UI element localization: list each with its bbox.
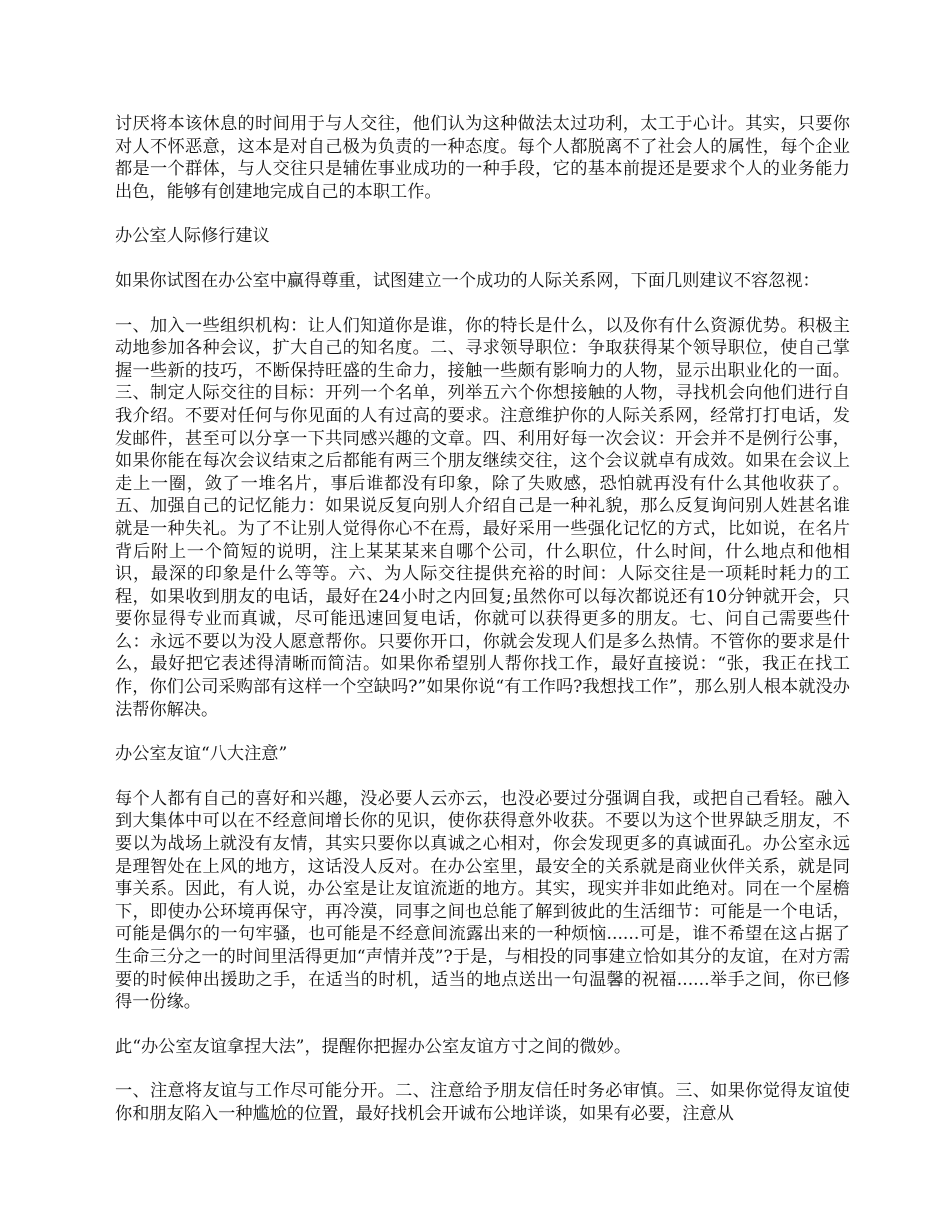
section-heading: 办公室友谊“八大注意” xyxy=(115,744,288,765)
document-page xyxy=(115,113,850,1148)
body-paragraph: 一、注意将友谊与工作尽可能分开。二、注意给予朋友信任时务必审慎。三、如果你觉得友谊使你和朋友陷入一种尴尬的位置，最好找机会开诚布公地详谈，如果有必要，注意从 xyxy=(115,1081,850,1124)
body-paragraph: 此“办公室友谊拿捏大法”，提醒你把握办公室友谊方寸之间的微妙。 xyxy=(115,1036,632,1057)
body-paragraph: 一、加入一些组织机构：让人们知道你是谁，你的特长是什么，以及你有什么资源优势。积极主动地参加各种会议，扩大自己的知名度。二、寻求领导职位：争取获得某个领导职位，使自己掌握一些新的技巧，不断保持旺盛的生命力，接触一些颇有影响力的人物，显示出职业化的一面。三、制定人际交往的目标：开列一个名单，列举五六个你想接触的人物，寻找机会向他们进行自我介绍。不要对任何与你见面的人有过高的要求。注意维护你的人际关系网，经常打打电话，发发邮件，甚至可以分享一下共同感兴趣的文章。四、利用好每一次会议：开会并不是例行公事，如果你能在每次会议结束之后都能有两三个朋友继续交往，这个会议就卓有成效。如果在会议上走上一圈，敛了一堆名片，事后谁都没有印象，除了失败感，恐怕就再没有什么其他收获了。五、加强自己的记忆能力：如果说反复向别人介绍自己是一种礼貌，那么反复询问别人姓甚名谁就是一种失礼。为了不让别人觉得你心不在焉，最好采用一些强化记忆的方式，比如说，在名片背后附上一个简短的说明，注上某某某来自哪个公司，什么职位，什么时间，什么地点和他相识，最深的印象是什么等等。六、为人际交往提供充裕的时间：人际交往是一项耗时耗力的工程，如果收到朋友的电话，最好在24小时之内回复;虽然你可以每次都说还有10分钟就开会，只要你显得专业而真诚，尽可能迅速回复电话，你就可以获得更多的朋友。七、问自己需要些什么：永远不要以为没人愿意帮你。只要你开口，你就会发现人们是多么热情。不管你的要求是什么，最好把它表述得清晰而简洁。如果你希望别人帮你找工作，最好直接说：“张，我正在找工作，你们公司采购部有这样一个空缺吗?”如果你说“有工作吗?我想找工作”，那么别人根本就没办法帮你解决。 xyxy=(115,315,850,720)
body-paragraph: 每个人都有自己的喜好和兴趣，没必要人云亦云，也没必要过分强调自我，或把自己看轻。融入到大集体中可以在不经意间增长你的见识，使你获得意外收获。不要以为这个世界缺乏朋友，不要以为战场上就没有友情，其实只要你以真诚之心相对，你会发现更多的真诚面孔。办公室永远是理智处在上风的地方，这话没人反对。在办公室里，最安全的关系就是商业伙伴关系，就是同事关系。因此，有人说，办公室是让友谊流逝的地方。其实，现实并非如此绝对。同在一个屋檐下，即使办公环境再保守，再冷漠，同事之间也总能了解到彼此的生活细节：可能是一个电话，可能是偶尔的一句牢骚，也可能是不经意间流露出来的一种烦恼......可是，谁不希望在这占据了生命三分之一的时间里活得更加“声情并茂”?于是，与相投的同事建立恰如其分的友谊，在对方需要的时候伸出援助之手，在适当的时机，适当的地点送出一句温馨的祝福......举手之间，你已修得一份缘。 xyxy=(115,788,850,1013)
body-paragraph: 如果你试图在办公室中赢得尊重，试图建立一个成功的人际关系网，下面几则建议不容忽视： xyxy=(115,270,820,291)
body-paragraph: 讨厌将本该休息的时间用于与人交往，他们认为这种做法太过功利，太工于心计。其实，只要你对人不怀恶意，这本是对自己极为负责的一种态度。每个人都脱离不了社会人的属性，每个企业都是一个群体，与人交往只是辅佐事业成功的一种手段，它的基本前提还是要求个人的业务能力出色，能够有创建地完成自己的本职工作。 xyxy=(115,114,850,202)
section-heading: 办公室人际修行建议 xyxy=(115,226,270,247)
